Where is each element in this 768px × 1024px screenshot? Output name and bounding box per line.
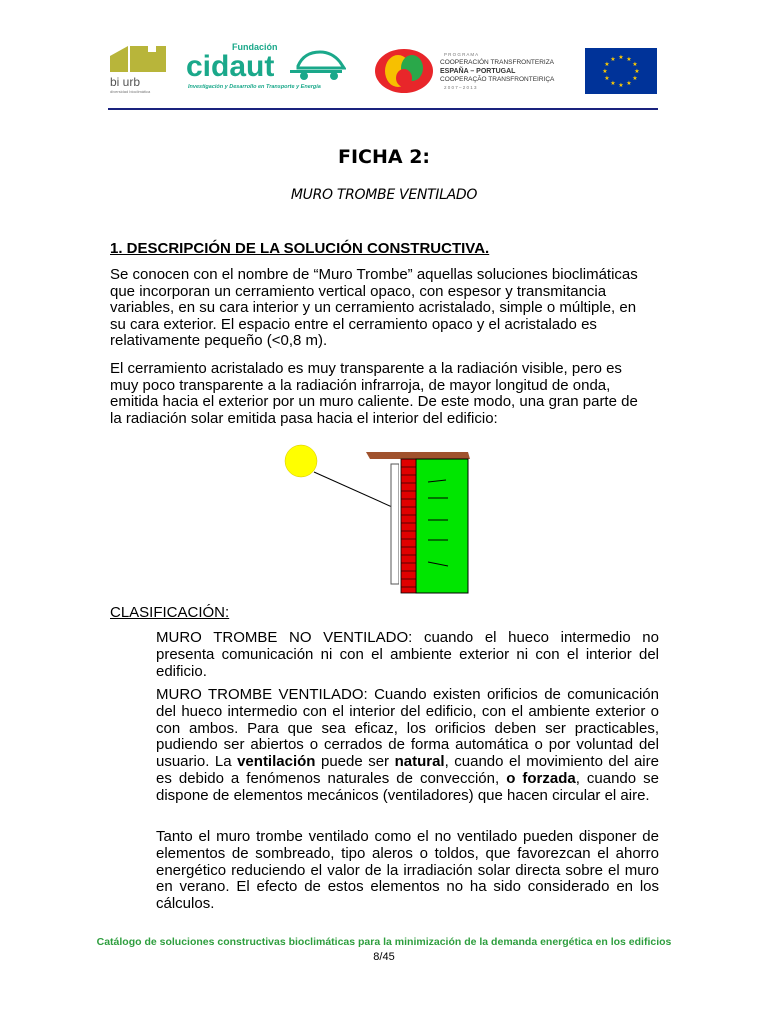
paragraph-line: su cara exterior. El espacio entre el cerramiento opaco y el acristalado es: [110, 315, 597, 333]
paragraph-definition: [110, 267, 659, 350]
svg-text:★: ★: [626, 56, 632, 63]
paragraph-line: emitida hacia el exterior por un muro caliente. De este modo, una gran parte de: [110, 393, 638, 410]
cidaut-small-text: Fundación: [232, 42, 278, 52]
paragraph-line: variables, en su cara interior y un cerramiento acristalado, simple o múltiple, en: [110, 299, 637, 316]
paragraph-line: Se conocen con el nombre de “Muro Trombe” aquellas soluciones bioclimáticas: [110, 266, 638, 283]
biourb-logo: [108, 42, 170, 94]
page-title: FICHA 2:: [337, 146, 431, 168]
svg-text:★: ★: [632, 75, 638, 82]
classification-item-non-ventilated: MURO TROMBE NO VENTILADO: cuando el hueco intermedio no presenta comunicación ni con el ambiente exterior ni con el interior del edificio.: [156, 629, 659, 680]
poctep-line-1: P R O G R A M A: [444, 52, 479, 57]
svg-text:★: ★: [610, 56, 616, 63]
svg-text:★: ★: [634, 68, 640, 75]
svg-text:★: ★: [618, 54, 624, 61]
paragraph-line: muy poco transparente a la radiación infrarroja, de mayor longitud de onda,: [110, 376, 611, 394]
trombe-wall-diagram: [280, 440, 480, 596]
section-heading-description: 1. DESCRIPCIÓN DE LA SOLUCIÓN CONSTRUCTIVA.: [110, 240, 490, 257]
svg-text:★: ★: [618, 82, 624, 89]
glazing-pane: [391, 464, 399, 584]
page-number: 8/45: [373, 951, 395, 963]
poctep-logo: [374, 48, 564, 94]
biourb-logo-text: bi urb: [110, 75, 141, 89]
poctep-line-3: ESPAÑA – PORTUGAL: [440, 68, 516, 75]
svg-text:★: ★: [610, 80, 616, 87]
classification-item-ventilated: MURO TROMBE VENTILADO: Cuando existen orificios de comunicación del hueco intermedio con el interior del edificio, con el ambiente exterior o con ambos. Para que sea eficaz, los orificios deben ser practicables, pudiendo ser abiertos o cerrados de forma automática o por voluntad del usuario. La ventilación puede ser natural, cuando el movimiento del aire es debido a fenómenos naturales de convección, o forzada, cuando se dispone de elementos mecánicos (ventiladores) que hacen circular el aire.: [156, 686, 659, 804]
paragraph-line: que incorporan un cerramiento vertical opaco, con espesor y transmitancia: [110, 282, 607, 300]
poctep-line-4: COOPERAÇÃO TRANSFRONTEIRIÇA: [440, 76, 555, 83]
cidaut-logo-text: cidaut: [186, 50, 275, 83]
paragraph-line: relativamente pequeño (<0,8 m).: [110, 332, 328, 349]
sun-ray-line: [314, 472, 401, 511]
header: [108, 38, 658, 108]
svg-text:★: ★: [604, 61, 610, 68]
paragraph-radiation: [110, 361, 659, 427]
svg-text:★: ★: [604, 75, 610, 82]
svg-text:★: ★: [626, 80, 632, 87]
biourb-logo-tagline: diversidad bioclimática: [110, 89, 151, 94]
cidaut-tagline: Investigación y Desarrollo en Transporte y Energía: [188, 84, 321, 90]
roof-overhang: [366, 452, 470, 459]
paragraph-line: El cerramiento acristalado es muy transparente a la radiación visible, pero es: [110, 360, 622, 377]
cidaut-logo: [186, 40, 346, 92]
header-rule: [108, 108, 658, 110]
paragraph-line: la radiación solar emitida pasa hacia el interior del edificio:: [110, 409, 498, 427]
section-heading-classification: CLASIFICACIÓN:: [110, 604, 230, 621]
svg-text:★: ★: [602, 68, 608, 75]
classification-item-shading: Tanto el muro trombe ventilado como el no ventilado pueden disponer de elementos de sombreado, tipo aleros o toldos, que favorezcan el ahorro energético reduciendo el valor de la irradiación solar directa sobre el muro en verano. El efecto de estos elementos no ha sido considerado en los cálculos.: [156, 828, 659, 913]
sun-shape: [285, 445, 317, 477]
poctep-line-2: COOPERACIÓN TRANSFRONTERIZA: [440, 59, 555, 66]
brick-wall: [401, 459, 416, 593]
poctep-line-5: 2 0 0 7 – 2 0 1 3: [444, 85, 477, 90]
footer-text: Catálogo de soluciones constructivas bioclimáticas para la minimización de la demanda energética en los edificios: [96, 936, 672, 948]
eu-flag-logo: [585, 48, 657, 94]
page-subtitle: MURO TROMBE VENTILADO: [290, 187, 478, 203]
interior-room: [416, 459, 468, 593]
svg-text:★: ★: [632, 61, 638, 68]
